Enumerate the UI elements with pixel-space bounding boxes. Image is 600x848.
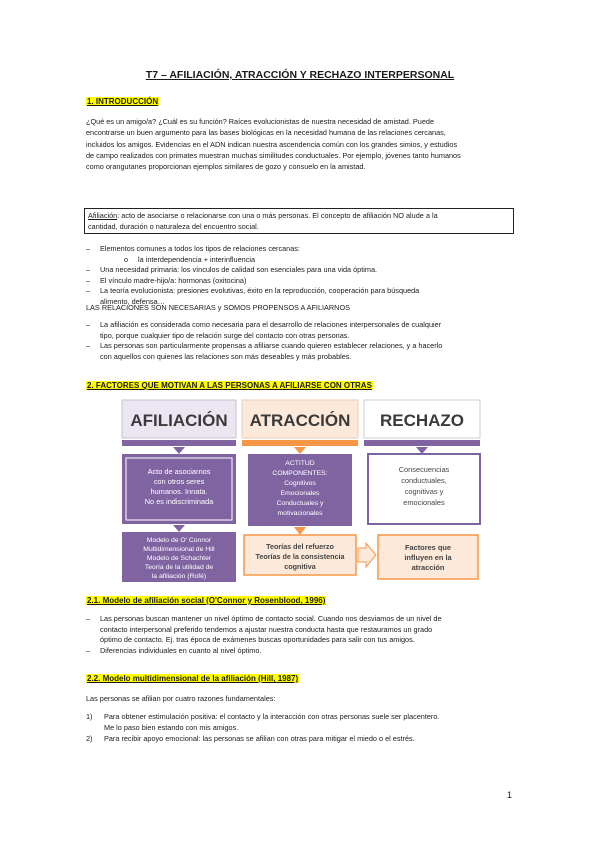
svg-text:conductuales,: conductuales, bbox=[401, 476, 447, 485]
list-item-continued: óptimo de contacto. Ej. tras época de exámenes buscas oportunidades para salir con tus amigos. bbox=[100, 635, 415, 644]
list-item: – El vínculo madre-hijo/a: hormonas (oxitocina) bbox=[86, 275, 247, 285]
svg-text:Teorías del refuerzo: Teorías del refuerzo bbox=[266, 542, 334, 551]
svg-text:Consecuencias: Consecuencias bbox=[398, 465, 450, 474]
factors-diagram bbox=[120, 398, 482, 584]
list-item: – Las personas buscan mantener un nivel óptimo de contacto social. Cuando nos desviamos de un nivel de bbox=[86, 614, 442, 623]
list-item-continued: tipo, porque cualquier tipo de relación surge del contacto con otras personas. bbox=[100, 330, 350, 340]
svg-text:influyen en la: influyen en la bbox=[404, 553, 452, 562]
list-item-continued: con aquellos con quienes las relaciones son más deseables y más probables. bbox=[100, 351, 352, 361]
intro-paragraph bbox=[86, 116, 514, 172]
list-item: – La teoría evolucionista: presiones evolutivas, éxito en la reproducción, cooperación para búsqueda bbox=[86, 286, 420, 295]
svg-text:atracción: atracción bbox=[411, 563, 445, 572]
svg-text:humanos. Innata.: humanos. Innata. bbox=[150, 487, 208, 496]
svg-text:cognitiva: cognitiva bbox=[284, 562, 316, 571]
section-2-1-heading: 2.1. Modelo de afiliación social (O'Connor y Rosenblood, 1996) bbox=[87, 596, 326, 605]
list-item: – Una necesidad primaria: los vínculos de calidad son esenciales para una vida óptima. bbox=[86, 265, 378, 274]
document-title: T7 – AFILIACIÓN, ATRACCIÓN Y RECHAZO INTERPERSONAL bbox=[145, 69, 455, 81]
svg-text:Modelo de Schachter: Modelo de Schachter bbox=[146, 555, 212, 562]
svg-text:COMPONENTES:: COMPONENTES: bbox=[272, 470, 328, 477]
svg-text:No es indiscriminada: No es indiscriminada bbox=[144, 497, 214, 506]
list-item: 1) Para obtener estimulación positiva: el contacto y la interacción con otras personas suele ser placentero. bbox=[86, 712, 440, 721]
svg-text:con otros seres: con otros seres bbox=[153, 477, 205, 486]
list-item-continued: contacto interpersonal preferido tendemos a ajustar nuestra conducta hasta que restauramos un grado bbox=[100, 624, 433, 634]
list-item: – Elementos comunes a todos los tipos de relaciones cercanas: bbox=[86, 244, 300, 253]
list-item: – La afiliación es considerada como necesaria para el desarrollo de relaciones interpersonales de cualquier bbox=[86, 320, 442, 329]
definition-text-2: cantidad, duración o naturaleza del encuentro social. bbox=[88, 222, 259, 231]
section-1-heading: 1. INTRODUCCIÓN bbox=[87, 97, 159, 106]
definition-box bbox=[84, 208, 514, 234]
section-2-heading: 2. FACTORES QUE MOTIVAN A LAS PERSONAS A AFILIARSE CON OTRAS bbox=[87, 381, 372, 390]
svg-text:Emocionales: Emocionales bbox=[280, 490, 320, 497]
list-item-continued: Me lo paso bien estando con mis amigos. bbox=[104, 723, 239, 732]
list-item: 2) Para recibir apoyo emocional: las personas se afilian con otras para mitigar el miedo o el estrés. bbox=[86, 734, 415, 743]
svg-text:la afiliación (Rofé): la afiliación (Rofé) bbox=[151, 573, 207, 580]
intro-line: encontrarse un buen argumento para las bases biológicas en la necesidad humana de las relaciones cercanas, bbox=[86, 128, 446, 138]
svg-text:Cognitivos: Cognitivos bbox=[284, 480, 316, 487]
svg-text:Teoría de la utilidad de: Teoría de la utilidad de bbox=[144, 564, 214, 571]
section-2-2-list bbox=[86, 711, 514, 744]
section-2-1-bullets bbox=[86, 614, 514, 656]
intro-line: como orangutanes proporcionan ejemplos similares de gozo y consuelo en la amistad. bbox=[86, 162, 366, 172]
relations-statement: LAS RELACIONES SON NECESARIAS y SOMOS PROPENSOS A AFILIARNOS bbox=[86, 303, 350, 312]
section-1-bullets-2 bbox=[86, 320, 514, 362]
intro-line: incluidos los amigos. Evidencias en el ADN indican nuestra ascendencia común con los grandes simios, y estudios bbox=[86, 139, 458, 149]
svg-text:Teorías de la consistencia: Teorías de la consistencia bbox=[255, 552, 345, 561]
svg-text:Modelo de O' Connor: Modelo de O' Connor bbox=[146, 537, 212, 544]
intro-line: ¿Qué es un amigo/a? ¿Cuál es su función? Raíces evolucionistas de nuestra necesidad de amistad. Puede bbox=[86, 117, 435, 126]
sub-list-item: o la interdependencia + interinfluencia bbox=[124, 254, 256, 264]
svg-text:ACTITUD: ACTITUD bbox=[285, 460, 315, 467]
svg-text:Factores que: Factores que bbox=[404, 543, 452, 552]
svg-text:cognitivas y: cognitivas y bbox=[404, 487, 444, 496]
list-item-continued: alimento, defensa… bbox=[100, 296, 165, 306]
atraccion-title: ATRACCIÓN bbox=[249, 411, 351, 430]
svg-text:emocionales: emocionales bbox=[403, 498, 445, 507]
afiliacion-title: AFILIACIÓN bbox=[130, 411, 228, 430]
definition-term: Afiliación bbox=[88, 211, 118, 220]
page-number: 1 bbox=[507, 790, 513, 800]
section-1-bullets bbox=[86, 244, 514, 307]
svg-text:Multidimensional de Hill: Multidimensional de Hill bbox=[143, 546, 215, 553]
list-item: – Las personas son particularmente propensas a afiliarse cuando quieren establecer relaciones, y a hacerlo bbox=[86, 341, 443, 350]
section-2-2-intro: Las personas se afilian por cuatro razones fundamentales: bbox=[86, 694, 276, 703]
definition-text: : acto de asociarse o relacionarse con una o más personas. El concepto de afiliación NO alude a la bbox=[117, 211, 438, 220]
list-item: – Diferencias individuales en cuanto al nivel óptimo. bbox=[86, 645, 262, 655]
svg-text:motivacionales: motivacionales bbox=[277, 510, 323, 517]
svg-text:Conductuales y: Conductuales y bbox=[276, 500, 324, 507]
intro-line: de campo realizados con primates muestran muchas similitudes conductuales. Por ejemplo, jóvenes tanto humanos bbox=[86, 150, 461, 160]
section-2-2-heading: 2.2. Modelo multidimensional de la afiliación (Hill, 1987) bbox=[87, 674, 299, 683]
svg-text:Acto de asociarnos: Acto de asociarnos bbox=[147, 467, 211, 476]
rechazo-title: RECHAZO bbox=[379, 411, 465, 430]
